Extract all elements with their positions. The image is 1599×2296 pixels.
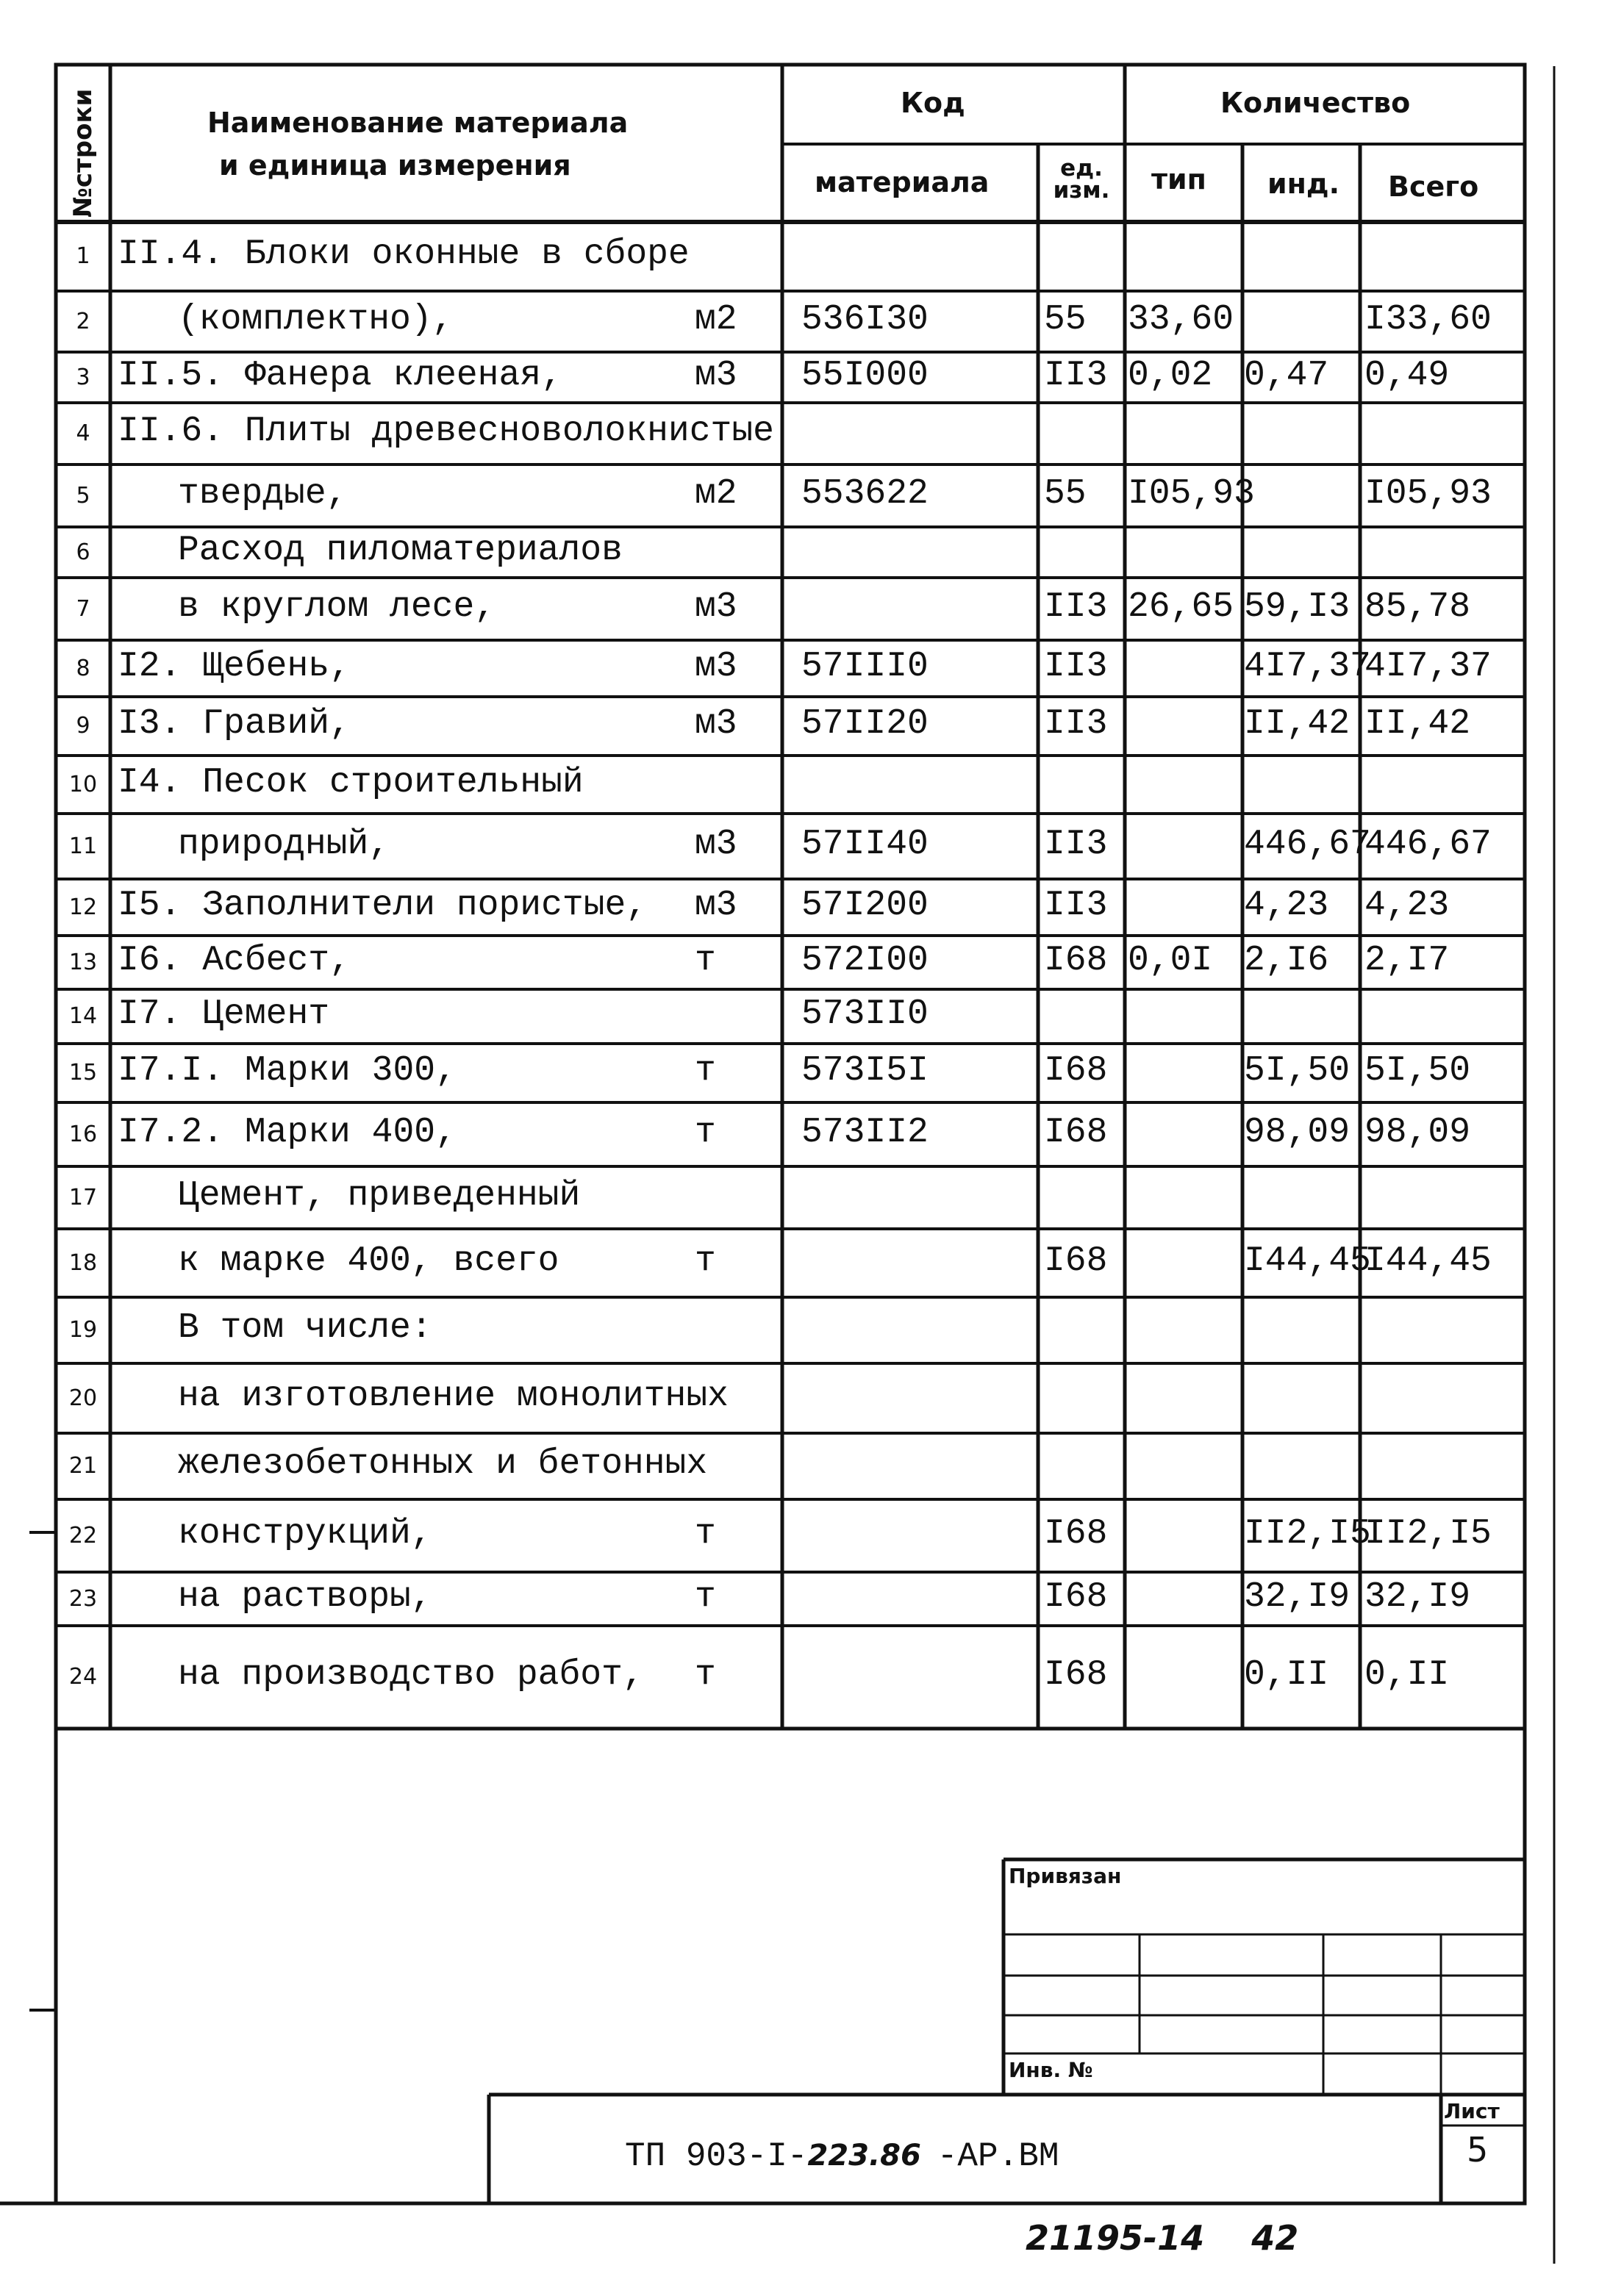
cell-ucode: II3 bbox=[1044, 885, 1108, 925]
row-number: 12 bbox=[68, 894, 98, 920]
unit-of-measure: т bbox=[695, 1241, 716, 1281]
ind-header: инд. bbox=[1267, 168, 1340, 200]
unit-of-measure: т bbox=[695, 1655, 716, 1695]
row-number: 4 bbox=[76, 420, 90, 446]
cell-code: 57II40 bbox=[801, 824, 929, 864]
unit-of-measure: т bbox=[695, 1576, 716, 1617]
cell-ind: 32,I9 bbox=[1244, 1576, 1351, 1617]
cell-total: 0,II bbox=[1364, 1655, 1450, 1695]
cell-total: 32,I9 bbox=[1364, 1576, 1471, 1617]
row-number: 1 bbox=[76, 243, 90, 269]
unit-of-measure: т bbox=[695, 1051, 716, 1091]
cell-typ: 26,65 bbox=[1128, 586, 1234, 627]
material-name: (комплектно), bbox=[178, 299, 454, 340]
material-name: на производство работ, bbox=[178, 1655, 644, 1695]
material-name: на растворы, bbox=[178, 1576, 432, 1617]
row-number: 21 bbox=[68, 1453, 98, 1479]
material-name: II.4. Блоки оконные в сборе bbox=[118, 234, 690, 274]
cell-total: II,42 bbox=[1364, 704, 1471, 744]
cell-typ: 0,02 bbox=[1128, 355, 1213, 395]
material-name: II.5. Фанера клееная, bbox=[118, 355, 562, 395]
unit-of-measure: м2 bbox=[695, 299, 737, 340]
unit-header-line2: изм. bbox=[1053, 177, 1110, 204]
cell-ucode: I68 bbox=[1044, 1241, 1108, 1281]
cell-typ: I05,93 bbox=[1128, 473, 1255, 514]
material-name: I5. Заполнители пористые, bbox=[118, 885, 648, 925]
row-number: 20 bbox=[68, 1385, 98, 1411]
cell-total: 5I,50 bbox=[1364, 1051, 1471, 1091]
unit-of-measure: м3 bbox=[695, 355, 737, 395]
sheet-number: 5 bbox=[1467, 2130, 1489, 2170]
material-name: I2. Щебень, bbox=[118, 646, 351, 686]
cell-ucode: I68 bbox=[1044, 1576, 1108, 1617]
cell-ind: 4,23 bbox=[1244, 885, 1329, 925]
material-name: Цемент, приведенный bbox=[178, 1175, 581, 1216]
material-name: в круглом лесе, bbox=[178, 586, 496, 627]
cell-total: I05,93 bbox=[1364, 473, 1492, 514]
cell-ucode: II3 bbox=[1044, 586, 1108, 627]
row-number: 13 bbox=[68, 949, 98, 975]
material-name: железобетонных и бетонных bbox=[178, 1444, 708, 1484]
row-number: 16 bbox=[68, 1121, 98, 1147]
cell-code: 573II0 bbox=[801, 994, 929, 1034]
cell-ucode: I68 bbox=[1044, 940, 1108, 980]
cell-total: I33,60 bbox=[1364, 299, 1492, 340]
material-name: Расход пиломатериалов bbox=[178, 530, 623, 570]
cell-ind: 5I,50 bbox=[1244, 1051, 1351, 1091]
cell-ucode: I68 bbox=[1044, 1655, 1108, 1695]
row-number: 11 bbox=[68, 833, 98, 859]
cell-code: 55I000 bbox=[801, 355, 929, 395]
unit-of-measure: м3 bbox=[695, 704, 737, 744]
material-name: I6. Асбест, bbox=[118, 940, 351, 980]
row-number: 22 bbox=[68, 1522, 98, 1549]
row-number-header: №строки bbox=[68, 88, 98, 218]
name-header-line1: Наименование материала bbox=[207, 107, 629, 139]
unit-header-line1: ед. bbox=[1060, 155, 1103, 182]
row-number: 10 bbox=[68, 771, 98, 797]
row-number: 24 bbox=[68, 1664, 98, 1690]
unit-of-measure: т bbox=[695, 1513, 716, 1554]
cell-ind: II,42 bbox=[1244, 704, 1351, 744]
row-number: 9 bbox=[76, 713, 90, 739]
cell-total: 446,67 bbox=[1364, 824, 1492, 864]
row-number: 2 bbox=[76, 308, 90, 334]
cell-total: 4I7,37 bbox=[1364, 646, 1492, 686]
material-name: конструкций, bbox=[178, 1513, 432, 1554]
cell-ind: 59,I3 bbox=[1244, 586, 1351, 627]
sheet-label: Лист bbox=[1444, 2099, 1500, 2123]
cell-ucode: I68 bbox=[1044, 1513, 1108, 1554]
cell-total: I44,45 bbox=[1364, 1241, 1492, 1281]
material-name: твердые, bbox=[178, 473, 348, 514]
material-name: I4. Песок строительный bbox=[118, 762, 584, 803]
unit-of-measure: м3 bbox=[695, 824, 737, 864]
cell-typ: 0,0I bbox=[1128, 940, 1213, 980]
unit-of-measure: т bbox=[695, 940, 716, 980]
cell-code: 573I5I bbox=[801, 1051, 929, 1091]
material-name: I7.2. Марки 400, bbox=[118, 1112, 457, 1152]
cell-ucode: II3 bbox=[1044, 355, 1108, 395]
cell-code: 57II20 bbox=[801, 704, 929, 744]
unit-of-measure: м2 bbox=[695, 473, 737, 514]
cell-ind: 446,67 bbox=[1244, 824, 1371, 864]
cell-total: 85,78 bbox=[1364, 586, 1471, 627]
row-number: 7 bbox=[76, 595, 90, 622]
row-number: 3 bbox=[76, 364, 90, 390]
cell-ind: II2,I5 bbox=[1244, 1513, 1371, 1554]
material-name: к марке 400, всего bbox=[178, 1241, 559, 1281]
row-number: 19 bbox=[68, 1317, 98, 1343]
total-header: Всего bbox=[1388, 171, 1479, 203]
row-number: 8 bbox=[76, 655, 90, 681]
cell-ucode: 55 bbox=[1044, 473, 1087, 514]
unit-of-measure: т bbox=[695, 1112, 716, 1152]
cell-ucode: II3 bbox=[1044, 704, 1108, 744]
cell-code: 572I00 bbox=[801, 940, 929, 980]
unit-of-measure: м3 bbox=[695, 885, 737, 925]
document-code bbox=[625, 2137, 1059, 2175]
material-code-header: материала bbox=[815, 166, 990, 198]
inventory-label: Инв. № bbox=[1009, 2058, 1093, 2082]
cell-typ: 33,60 bbox=[1128, 299, 1234, 340]
doc-code-suffix: -АР.ВМ bbox=[937, 2137, 1059, 2175]
bound-label: Привязан bbox=[1009, 1864, 1122, 1888]
cell-ind: 0,II bbox=[1244, 1655, 1329, 1695]
code-header: Код bbox=[901, 87, 965, 119]
cell-ucode: I68 bbox=[1044, 1112, 1108, 1152]
material-name: I7.I. Марки 300, bbox=[118, 1051, 457, 1091]
cell-ind: I44,45 bbox=[1244, 1241, 1371, 1281]
row-number: 14 bbox=[68, 1003, 98, 1029]
typ-header: тип bbox=[1151, 163, 1206, 195]
cell-code: 573II2 bbox=[801, 1112, 929, 1152]
unit-code-header bbox=[1038, 155, 1125, 204]
cell-total: 0,49 bbox=[1364, 355, 1450, 395]
cell-total: 2,I7 bbox=[1364, 940, 1450, 980]
name-header-line2: и единица измерения bbox=[219, 149, 571, 182]
row-number: 5 bbox=[76, 482, 90, 509]
cell-total: 4,23 bbox=[1364, 885, 1450, 925]
material-name: В том числе: bbox=[178, 1308, 432, 1348]
cell-ucode: 55 bbox=[1044, 299, 1087, 340]
quantity-header: Количество bbox=[1220, 87, 1411, 119]
row-number: 23 bbox=[68, 1585, 98, 1612]
cell-ucode: I68 bbox=[1044, 1051, 1108, 1091]
unit-of-measure: м3 bbox=[695, 586, 737, 627]
row-number: 6 bbox=[76, 539, 90, 565]
unit-of-measure: м3 bbox=[695, 646, 737, 686]
material-name: II.6. Плиты древесноволокнистые bbox=[118, 412, 774, 451]
cell-ind: 98,09 bbox=[1244, 1112, 1351, 1152]
cell-code: 553622 bbox=[801, 473, 929, 514]
material-name: на изготовление монолитных bbox=[178, 1376, 729, 1416]
material-name: I7. Цемент bbox=[118, 994, 330, 1034]
row-number: 18 bbox=[68, 1249, 98, 1276]
cell-ind: 2,I6 bbox=[1244, 940, 1329, 980]
doc-code-handwritten: 223.86 bbox=[807, 2139, 921, 2173]
cell-total: 98,09 bbox=[1364, 1112, 1471, 1152]
cell-total: II2,I5 bbox=[1364, 1513, 1492, 1554]
cell-code: 57III0 bbox=[801, 646, 929, 686]
cell-ind: 4I7,37 bbox=[1244, 646, 1371, 686]
cell-ucode: II3 bbox=[1044, 646, 1108, 686]
material-name: I3. Гравий, bbox=[118, 704, 351, 744]
cell-ind: 0,47 bbox=[1244, 355, 1329, 395]
row-number: 17 bbox=[68, 1184, 98, 1210]
row-number: 15 bbox=[68, 1060, 98, 1086]
material-name: природный, bbox=[178, 824, 390, 864]
doc-code-prefix: ТП 903-I- bbox=[625, 2137, 808, 2175]
cell-code: 57I200 bbox=[801, 885, 929, 925]
cell-ucode: II3 bbox=[1044, 824, 1108, 864]
cell-code: 536I30 bbox=[801, 299, 929, 340]
footer-inventory-note: 21195-14 42 bbox=[1026, 2218, 1299, 2258]
